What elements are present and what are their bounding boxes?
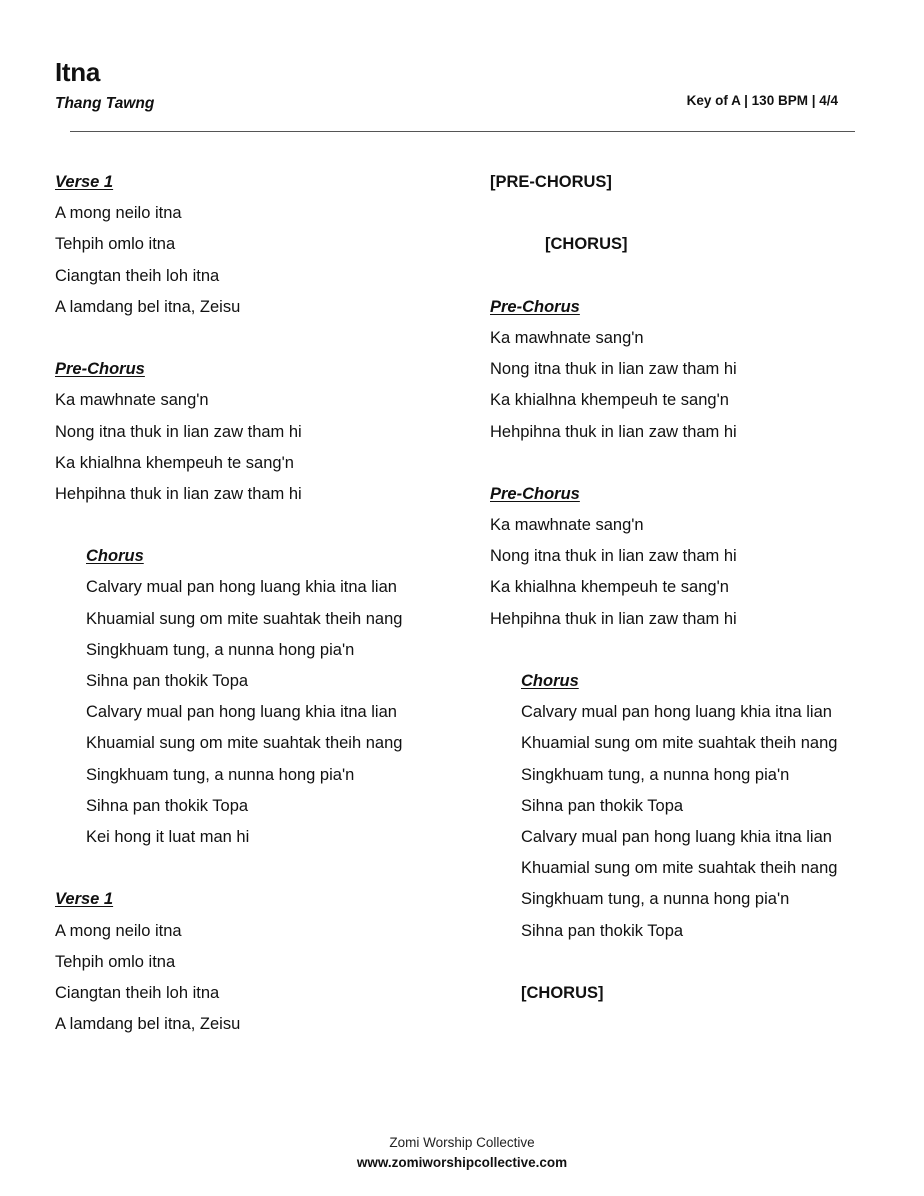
spacer bbox=[490, 201, 900, 232]
lyric-line: Singkhuam tung, a nunna hong pia'n bbox=[86, 640, 355, 659]
lyric-line: Nong itna thuk in lian zaw tham hi bbox=[490, 547, 737, 566]
section-pre-chorus bbox=[55, 357, 465, 513]
right-column bbox=[490, 170, 900, 1012]
lyric-line: Nong itna thuk in lian zaw tham hi bbox=[55, 422, 302, 441]
section-heading: Pre-Chorus bbox=[490, 297, 580, 316]
section-heading: Verse 1 bbox=[55, 890, 114, 909]
spacer bbox=[490, 264, 900, 295]
lyric-line: Hehpihna thuk in lian zaw tham hi bbox=[490, 609, 737, 628]
lyric-line: A lamdang bel itna, Zeisu bbox=[55, 297, 241, 316]
lyric-line: Ka mawhnate sang'n bbox=[55, 391, 209, 410]
lyric-line: Ciangtan theih loh itna bbox=[55, 266, 220, 285]
lyric-line: Hehpihna thuk in lian zaw tham hi bbox=[490, 422, 737, 441]
lyric-line: Calvary mual pan hong luang khia itna lian bbox=[86, 578, 397, 597]
lyric-line: Ciangtan theih loh itna bbox=[55, 983, 220, 1002]
lyric-line: Khuamial sung om mite suahtak theih nang bbox=[521, 859, 838, 878]
section-heading: Chorus bbox=[86, 547, 144, 566]
spacer bbox=[55, 326, 465, 357]
lyric-line: Singkhuam tung, a nunna hong pia'n bbox=[521, 765, 790, 784]
lyric-line: Tehpih omlo itna bbox=[55, 235, 176, 254]
lyric-line: Nong itna thuk in lian zaw tham hi bbox=[490, 360, 737, 379]
lyric-line: Khuamial sung om mite suahtak theih nang bbox=[86, 609, 403, 628]
lyric-line: Singkhuam tung, a nunna hong pia'n bbox=[521, 890, 790, 909]
section-heading: Chorus bbox=[521, 672, 579, 690]
lyric-line: Ka khialhna khempeuh te sang'n bbox=[55, 453, 294, 472]
lyric-line: Sihna pan thokik Topa bbox=[86, 796, 249, 815]
lyric-line: Sihna pan thokik Topa bbox=[521, 796, 684, 815]
lyric-line: Tehpih omlo itna bbox=[55, 952, 176, 971]
lyric-line: Kei hong it luat man hi bbox=[86, 827, 250, 846]
section-heading: Pre-Chorus bbox=[490, 484, 580, 503]
section-heading: Verse 1 bbox=[55, 173, 114, 191]
footer-website-link[interactable]: www.zomiworshipcollective.com bbox=[356, 1155, 568, 1170]
lyric-line: Calvary mual pan hong luang khia itna lian bbox=[521, 827, 832, 846]
lyric-line: A mong neilo itna bbox=[55, 204, 182, 223]
section-chorus bbox=[55, 544, 465, 856]
lyric-line: Calvary mual pan hong luang khia itna lian bbox=[521, 703, 832, 722]
lyric-line: Khuamial sung om mite suahtak theih nang bbox=[521, 734, 838, 753]
lyric-line: Khuamial sung om mite suahtak theih nang bbox=[86, 734, 403, 753]
spacer bbox=[521, 950, 900, 981]
song-title: Itna bbox=[55, 57, 101, 87]
section-pre-chorus-2 bbox=[490, 482, 900, 638]
spacer bbox=[55, 856, 465, 887]
header-divider bbox=[70, 131, 855, 132]
lyric-line: Ka mawhnate sang'n bbox=[490, 328, 644, 347]
song-key-tempo-meter: Key of A | 130 BPM | 4/4 bbox=[686, 93, 838, 108]
lyric-line: Ka khialhna khempeuh te sang'n bbox=[490, 578, 729, 597]
footer-organization: Zomi Worship Collective bbox=[389, 1135, 535, 1150]
section-pre-chorus bbox=[490, 295, 900, 451]
section-tag-chorus: [CHORUS] bbox=[545, 235, 628, 254]
lyric-line: Ka mawhnate sang'n bbox=[490, 516, 644, 535]
song-artist: Thang Tawng bbox=[55, 95, 155, 112]
lyric-line: Singkhuam tung, a nunna hong pia'n bbox=[86, 765, 355, 784]
spacer bbox=[490, 638, 900, 669]
section-chorus bbox=[490, 669, 900, 1012]
lyric-line: Sihna pan thokik Topa bbox=[521, 921, 684, 940]
section-verse-1-repeat bbox=[55, 887, 465, 1043]
section-heading: Pre-Chorus bbox=[55, 360, 145, 379]
spacer bbox=[490, 451, 900, 482]
spacer bbox=[55, 513, 465, 544]
left-column bbox=[55, 170, 465, 1043]
lyric-line: A mong neilo itna bbox=[55, 921, 182, 940]
lyric-line: Calvary mual pan hong luang khia itna lian bbox=[86, 703, 397, 722]
lyric-line: Sihna pan thokik Topa bbox=[86, 672, 249, 690]
lyric-line: Hehpihna thuk in lian zaw tham hi bbox=[55, 484, 302, 503]
section-tag-chorus-end: [CHORUS] bbox=[521, 983, 604, 1002]
lyric-line: Ka khialhna khempeuh te sang'n bbox=[490, 391, 729, 410]
lyric-line: A lamdang bel itna, Zeisu bbox=[55, 1015, 241, 1034]
section-tag-pre-chorus: [PRE-CHORUS] bbox=[490, 173, 612, 191]
section-verse-1 bbox=[55, 170, 465, 326]
